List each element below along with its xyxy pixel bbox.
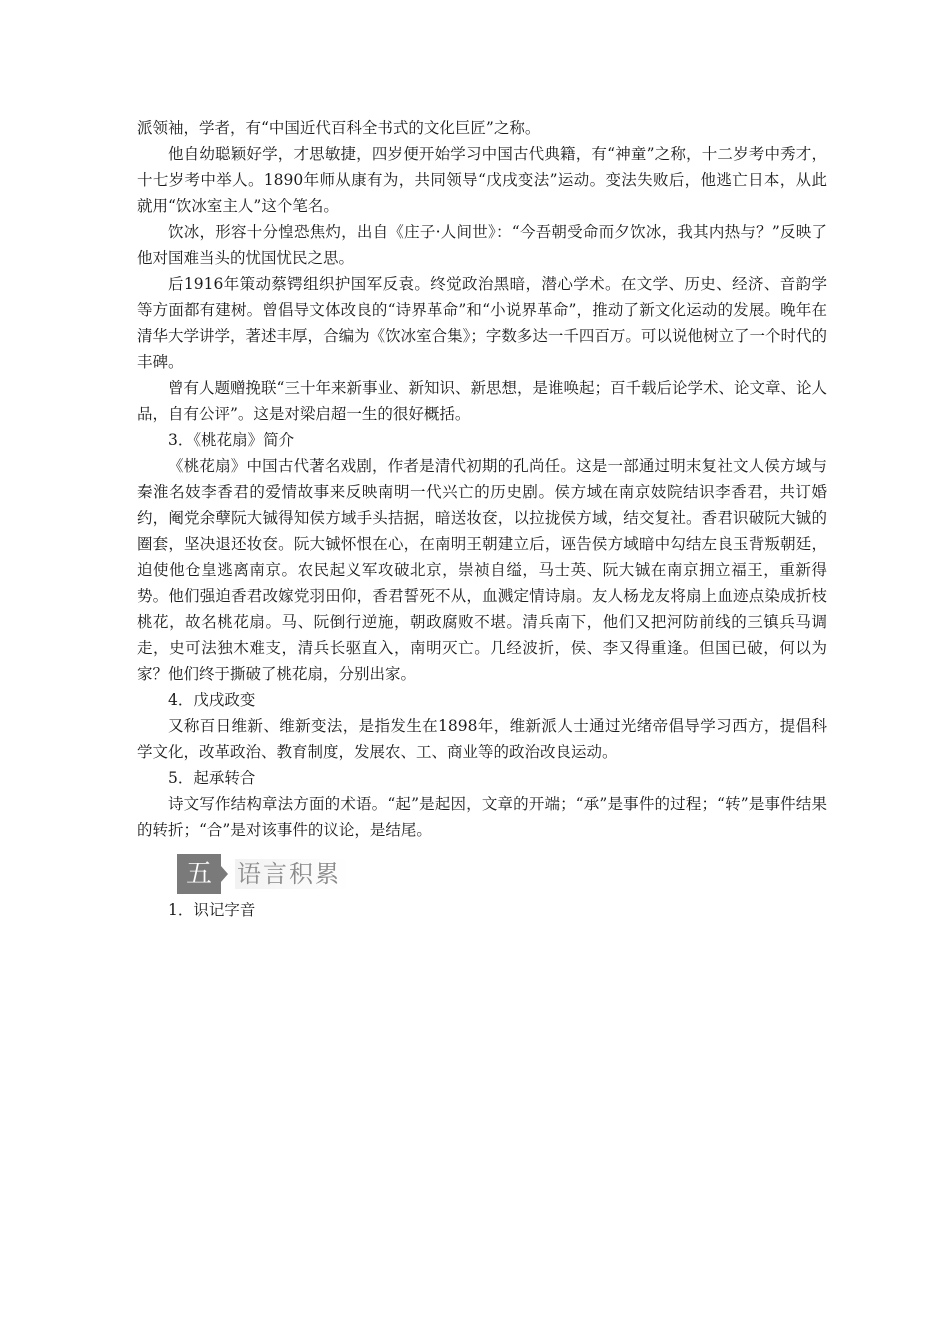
paragraph-later-life: 后1916年策动蔡锷组织护国军反袁。终觉政治黑暗，潜心学术。在文学、历史、经济、音韵学等方面都有建树。曾倡导文体改良的“诗界革命”和“小说界革命”，推动了新文化运动的发展。晚年在清华大学讲学，著述丰厚，合编为《饮冰室合集》；字数多达一千四百万。可以说他树立了一个时代的丰碑。: [137, 275, 827, 371]
section-banner: [137, 851, 827, 897]
paragraph-elegy: 曾有人题赠挽联“三十年来新事业、新知识、新思想，是谁唤起；百千载后论学术、论文章、论人品，自有公评”。这是对梁启超一生的很好概括。: [137, 379, 827, 423]
section-title: 语言积累: [235, 859, 349, 889]
heading-qichengzhuanhe: 5．起承转合: [168, 769, 256, 787]
paragraph-yinbing: 饮冰，形容十分惶恐焦灼，出自《庄子·人间世》：“今吾朝受命而夕饮冰，我其内热与？”反映了他对国难当头的忧国忧民之思。: [137, 223, 827, 267]
paragraph-qichengzhuanhe: 诗文写作结构章法方面的术语。“起”是起因，文章的开端；“承”是事件的过程；“转”是事件结果的转折；“合”是对该事件的议论，是结尾。: [137, 795, 827, 839]
heading-taohuashan: 3．《桃花扇》简介: [168, 431, 295, 449]
paragraph-wuxu: 又称百日维新、维新变法，是指发生在1898年，维新派人士通过光绪帝倡导学习西方，提倡科学文化，改革政治、教育制度，发展农、工、商业等的政治改良运动。: [137, 717, 827, 761]
paragraph-intro-tail: 派领袖，学者，有“中国近代百科全书式的文化巨匠”之称。: [137, 119, 541, 137]
document-page: [137, 115, 827, 923]
heading-wuxu: 4．戊戌政变: [168, 691, 256, 709]
section-number-badge: 五: [177, 854, 221, 894]
heading-pronunciation: 1．识记字音: [168, 901, 256, 919]
paragraph-early-life: 他自幼聪颖好学，才思敏捷，四岁便开始学习中国古代典籍，有“神童”之称，十二岁考中秀才，十七岁考中举人。1890年师从康有为，共同领导“戊戌变法”运动。变法失败后，他逃亡日本，从此就用“饮冰室主人”这个笔名。: [137, 145, 827, 215]
paragraph-taohuashan: 《桃花扇》中国古代著名戏剧，作者是清代初期的孔尚任。这是一部通过明末复社文人侯方域与秦淮名妓李香君的爱情故事来反映南明一代兴亡的历史剧。侯方域在南京妓院结识李香君，共订婚约，阉党余孽阮大铖得知侯方域手头拮据，暗送妆奁，以拉拢侯方域，结交复社。香君识破阮大铖的圈套，坚决退还妆奁。阮大铖怀恨在心，在南明王朝建立后，诬告侯方域暗中勾结左良玉背叛朝廷，迫使他仓皇逃离南京。农民起义军攻破北京，崇祯自缢，马士英、阮大铖在南京拥立福王，重新得势。他们强迫香君改嫁党羽田仰，香君誓死不从，血溅定情诗扇。友人杨龙友将扇上血迹点染成折枝桃花，故名桃花扇。马、阮倒行逆施，朝政腐败不堪。清兵南下，他们又把河防前线的三镇兵马调走，史可法独木难支，清兵长驱直入，南明灭亡。几经波折，侯、李又得重逢。但国已破，何以为家？他们终于撕破了桃花扇，分别出家。: [137, 457, 827, 683]
